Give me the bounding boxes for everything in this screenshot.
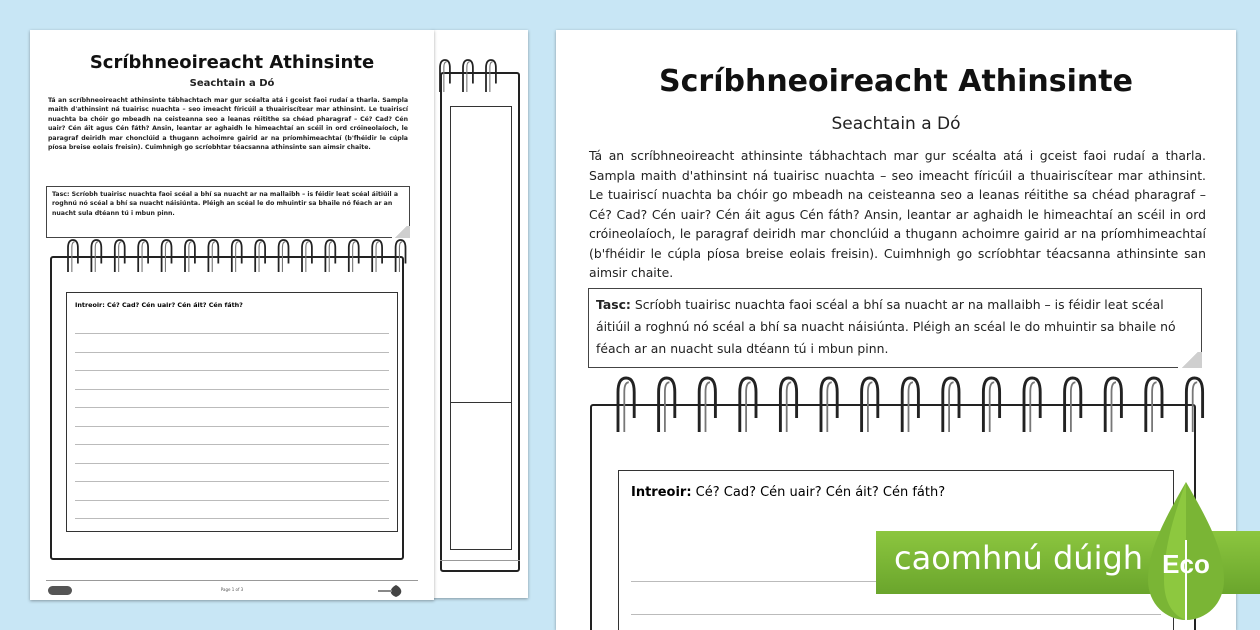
spiral-ring-icon	[208, 240, 218, 272]
writing-line	[75, 352, 389, 353]
spiral-ring-icon	[68, 240, 78, 272]
spiral-ring-icon	[983, 378, 999, 432]
spiral-ring-icon	[821, 378, 837, 432]
intro-prompt-label: Intreoir:	[631, 485, 692, 500]
writing-line	[75, 333, 389, 334]
task-text: Scríobh tuairisc nuachta faoi scéal a bhí sa nuacht ar na mallaibh – is féidir leat scéal áitiúil a roghnú nó scéal a bhí sa nuacht náisiúnta. Pléigh an scéal le do mhuintir sa bhaile nó féach ar an nuacht sula dtéann tú i mbun pinn.	[596, 297, 1176, 356]
writing-box	[450, 402, 512, 550]
spiral-ring-icon	[396, 240, 406, 272]
writing-line	[75, 463, 389, 464]
spiral-ring-icon	[279, 240, 289, 272]
eco-leaf-icon	[1142, 480, 1232, 630]
spiral-ring-icon	[232, 240, 242, 272]
task-label: Tasc:	[596, 297, 631, 312]
page-footer	[440, 560, 520, 561]
task-text: Scríobh tuairisc nuachta faoi scéal a bhí sa nuacht ar na mallaibh – is féidir leat scéal áitiúil a roghnú nó scéal a bhí sa nuacht náisiúnta. Pléigh an scéal le do mhuintir sa bhaile nó féach ar an nuacht sula dtéann tú i mbun pinn.	[52, 191, 398, 217]
writing-line	[75, 389, 389, 390]
task-box	[46, 186, 410, 238]
spiral-ring-icon	[440, 60, 450, 92]
worksheet-page-preview	[30, 30, 434, 600]
writing-line	[75, 407, 389, 408]
spiral-ring-icon	[740, 378, 756, 432]
writing-box	[450, 106, 512, 428]
spiral-ring-icon	[902, 378, 918, 432]
writing-line	[631, 614, 1161, 615]
spiral-rings	[556, 376, 1236, 436]
page-curl-icon	[392, 226, 410, 238]
spiral-ring-icon	[1065, 378, 1081, 432]
spiral-rings	[30, 238, 434, 278]
writing-line	[75, 426, 389, 427]
spiral-ring-icon	[659, 378, 675, 432]
writing-line	[75, 481, 389, 482]
spiral-ring-icon	[302, 240, 312, 272]
spiral-ring-icon	[463, 60, 473, 92]
writing-line	[75, 518, 389, 519]
spiral-ring-icon	[115, 240, 125, 272]
spiral-ring-icon	[138, 240, 148, 272]
spiral-ring-icon	[943, 378, 959, 432]
spiral-ring-icon	[349, 240, 359, 272]
page-title: Scríbhneoireacht Athinsinte	[89, 52, 375, 73]
spiral-ring-icon	[618, 378, 634, 432]
intro-prompt	[631, 485, 945, 500]
spiral-ring-icon	[699, 378, 715, 432]
writing-line	[75, 444, 389, 445]
task-box	[588, 288, 1202, 368]
spiral-ring-icon	[372, 240, 382, 272]
back-worksheet-page	[432, 30, 528, 598]
spiral-ring-icon	[780, 378, 796, 432]
page-subtitle: Seachtain a Dó	[189, 78, 275, 89]
spiral-ring-icon	[1024, 378, 1040, 432]
spiral-ring-icon	[1186, 378, 1202, 432]
page-footer	[46, 580, 418, 581]
spiral-ring-icon	[255, 240, 265, 272]
intro-paragraph: Tá an scríbhneoireacht athinsinte tábhachtach mar gur scéalta atá i gceist faoi rudaí a tharla. Sampla maith d'athinsint ná tuairisc nuachta – seo imeacht fíricúil a thuairiscítear mar athinsint. Le tuairiscí nuachta ba chóir go mbeadh na ceisteanna seo a leanas réitithe sa chéad pharagraf – Cé? Cad? Cén uair? Cén áit agus Cén fáth? Ansin, leantar ar aghaidh le himeachtaí an scéil in ord cróineolaíoch, le paragraf deiridh mar chonclúid a thugann achoimre gairid ar na príomhimeachtaí (b'fhéidir le cúpla píosa breise eolais freisin). Cuimhnigh go scríobhtar téacsanna athinsinte san aimsir chaite.	[589, 148, 1206, 280]
page-subtitle: Seachtain a Dó	[831, 114, 961, 134]
page-number: Page 1 of 3	[220, 587, 244, 592]
spiral-ring-icon	[325, 240, 335, 272]
intro-prompt	[75, 301, 243, 309]
page-curl-icon	[1178, 352, 1202, 368]
intro-prompt-questions: Cé? Cad? Cén uair? Cén áit? Cén fáth?	[695, 485, 946, 500]
spiral-ring-icon	[162, 240, 172, 272]
writing-box	[66, 292, 398, 532]
spiral-ring-icon	[486, 60, 496, 92]
writing-line	[75, 500, 389, 501]
spiral-ring-icon	[862, 378, 878, 432]
leaf-logo-icon	[376, 584, 412, 598]
spiral-ring-icon	[1105, 378, 1121, 432]
page-title: Scríbhneoireacht Athinsinte	[659, 64, 1133, 99]
intro-prompt-questions: Cé? Cad? Cén uair? Cén áit? Cén fáth?	[107, 301, 243, 309]
writing-line	[75, 370, 389, 371]
intro-paragraph: Tá an scríbhneoireacht athinsinte tábhachtach mar gur scéalta atá i gceist faoi rudaí a tharla. Sampla maith d'athinsint ná tuairisc nuachta – seo imeacht fíricúil a thuairiscítear mar athinsint. Le tuairiscí nuachta ba chóir go mbeadh na ceisteanna seo a leanas réitithe sa chéad pharagraf – Cé? Cad? Cén uair? Cén áit agus Cén fáth? Ansin, leantar ar aghaidh le himeachtaí an scéil in ord cróineolaíoch, le paragraf deiridh mar chonclúid a thugann achoimre gairid ar na príomhimeachtaí (b'fhéidir le cúpla píosa breise eolais freisin). Cuimhnigh go scríobhtar téacsanna athinsinte san aimsir chaite.	[48, 97, 408, 152]
eco-badge-text: Eco	[1162, 549, 1210, 579]
spiral-ring-icon	[1146, 378, 1162, 432]
task-label: Tasc:	[52, 191, 70, 198]
intro-prompt-label: Intreoir:	[75, 301, 105, 309]
spiral-rings	[432, 58, 528, 98]
spiral-ring-icon	[91, 240, 101, 272]
spiral-ring-icon	[185, 240, 195, 272]
eco-banner-label: caomhnú dúigh	[894, 539, 1144, 577]
